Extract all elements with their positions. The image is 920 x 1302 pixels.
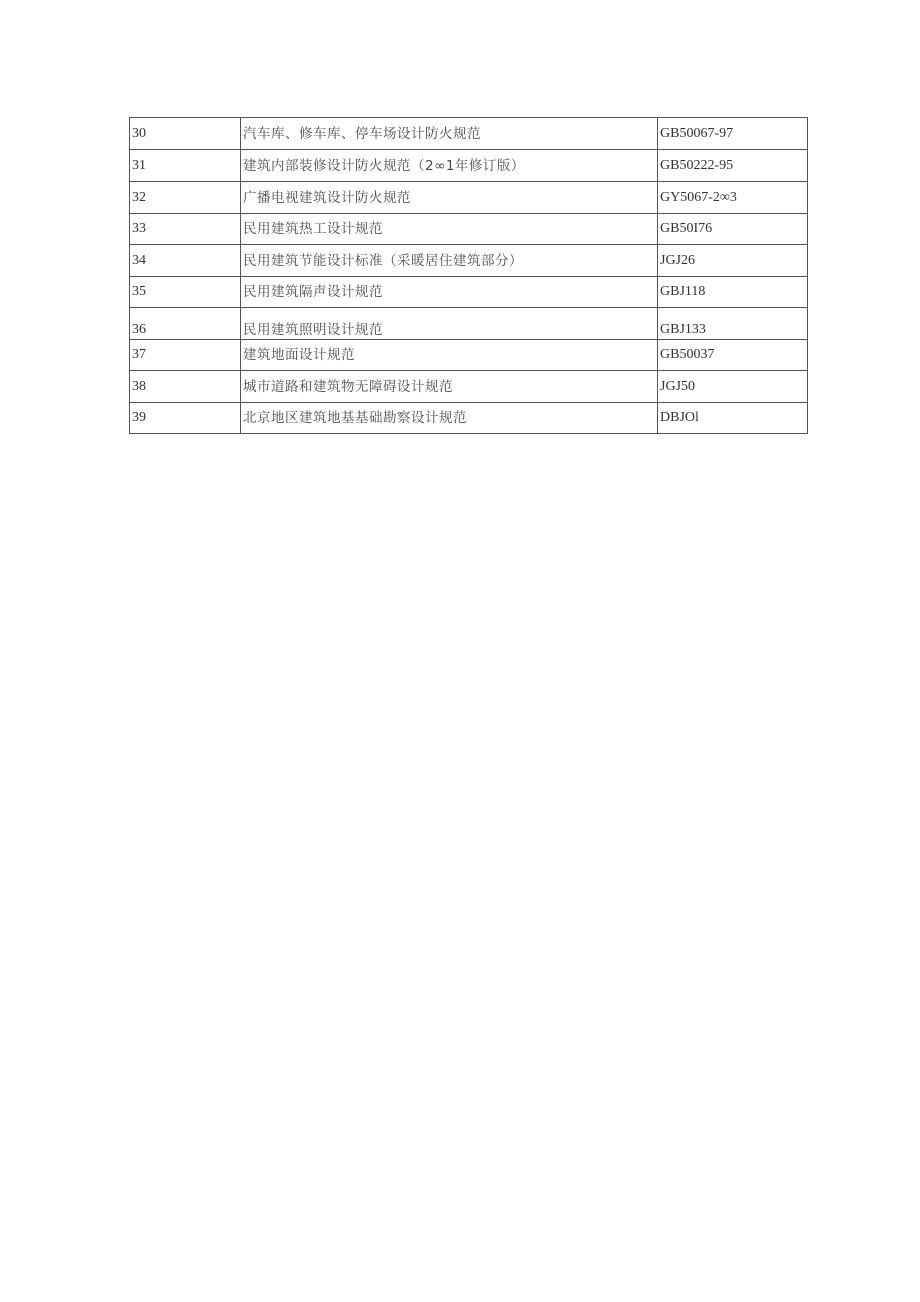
standard-name: 广播电视建筑设计防火规范 (241, 182, 658, 214)
standard-code: GB50037 (658, 340, 808, 371)
row-number: 39 (130, 403, 241, 434)
standard-code: GB50067-97 (658, 118, 808, 150)
standard-code: GBJ133 (658, 308, 808, 340)
table-row (130, 403, 808, 434)
table-row (130, 245, 808, 277)
table-row (130, 118, 808, 150)
table-row (130, 182, 808, 214)
row-number: 32 (130, 182, 241, 214)
table-row (130, 340, 808, 371)
standard-code: GBJ118 (658, 277, 808, 308)
row-number: 33 (130, 214, 241, 245)
table-row (130, 371, 808, 403)
standard-name: 建筑地面设计规范 (241, 340, 658, 371)
standard-name: 民用建筑隔声设计规范 (241, 277, 658, 308)
row-number: 31 (130, 150, 241, 182)
table-row (130, 277, 808, 308)
standard-name: 民用建筑节能设计标准（采暖居住建筑部分） (241, 245, 658, 277)
row-number: 30 (130, 118, 241, 150)
table-row (130, 308, 808, 340)
table-row (130, 214, 808, 245)
standard-code: JGJ50 (658, 371, 808, 403)
standards-table (129, 117, 808, 434)
standard-code: JGJ26 (658, 245, 808, 277)
standard-code: GB50I76 (658, 214, 808, 245)
standard-name: 民用建筑照明设计规范 (241, 308, 658, 340)
standard-name: 民用建筑热工设计规范 (241, 214, 658, 245)
standard-name: 城市道路和建筑物无障碍设计规范 (241, 371, 658, 403)
row-number: 38 (130, 371, 241, 403)
row-number: 36 (130, 308, 241, 340)
standard-code: DBJOl (658, 403, 808, 434)
standard-name: 汽车库、修车库、停车场设计防火规范 (241, 118, 658, 150)
row-number: 37 (130, 340, 241, 371)
row-number: 35 (130, 277, 241, 308)
standard-code: GY5067-2∞3 (658, 182, 808, 214)
row-number: 34 (130, 245, 241, 277)
standard-name: 北京地区建筑地基基础勘察设计规范 (241, 403, 658, 434)
table-row (130, 150, 808, 182)
standard-name: 建筑内部装修设计防火规范（2∞1年修订版） (241, 150, 658, 182)
standard-code: GB50222-95 (658, 150, 808, 182)
